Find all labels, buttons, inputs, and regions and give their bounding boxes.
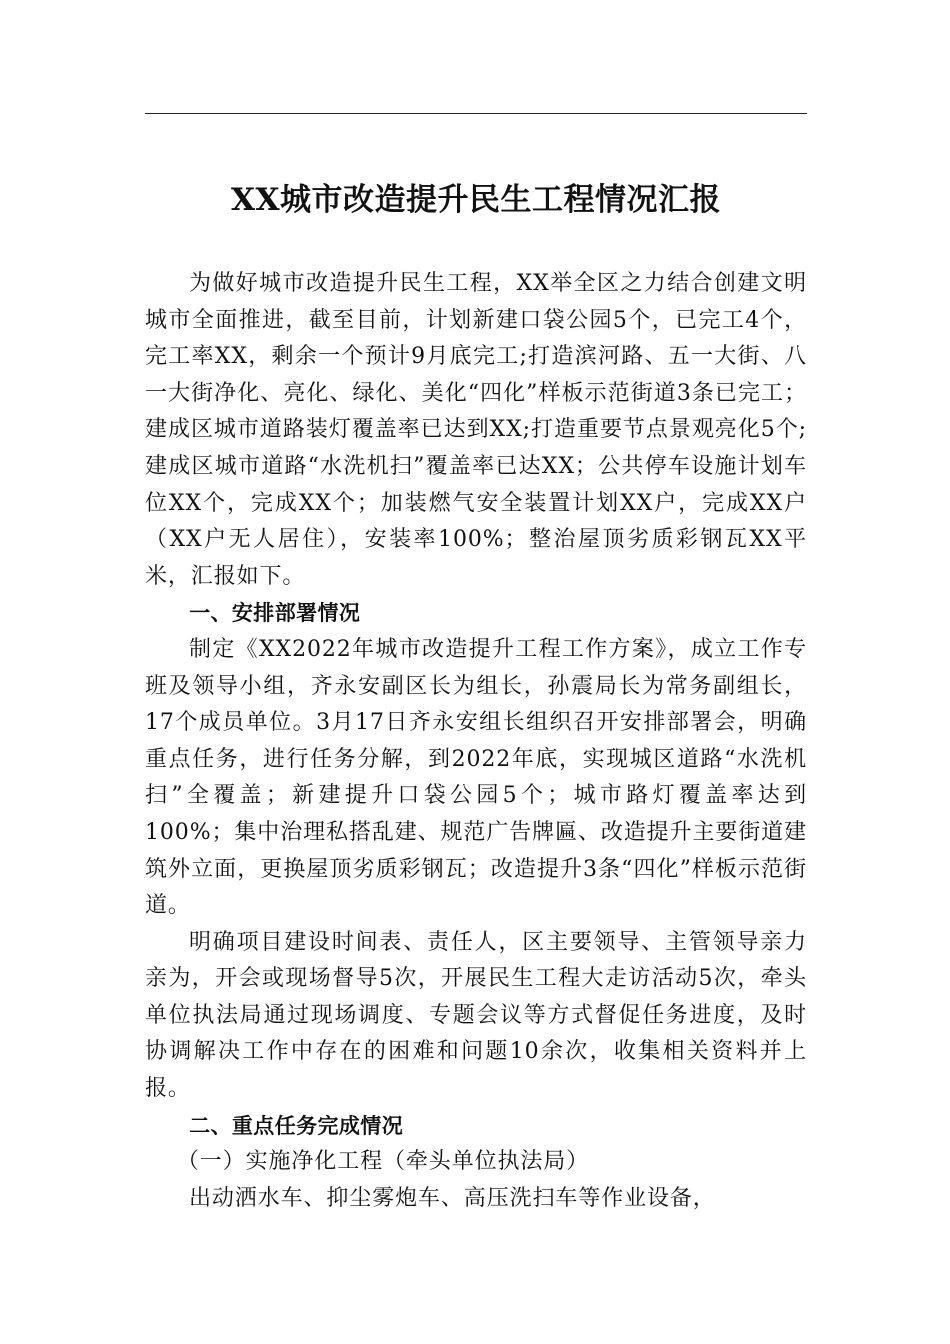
header-rule: [145, 113, 807, 114]
section-1-heading: 一、安排部署情况: [189, 601, 361, 626]
document-title: XX城市改造提升民生工程情况汇报: [230, 182, 722, 218]
section-1-paragraph-1: 制定《XX2022年城市改造提升工程工作方案》，成立工作专班及领导小组，齐永安副区长为组长，孙震局长为常务副组长，17个成员单位。3月17日齐永安组长组织召开安排部署会，明确重点任务，进行任务分解，到2022年底，实现城区道路“水洗机扫”全覆盖；新建提升口袋公园5个；城市路灯覆盖率达到100%；集中治理私搭乱建、规范广告牌匾、改造提升主要街道建筑外立面，更换屋顶劣质彩钢瓦；改造提升3条“四化”样板示范街道。: [145, 636, 807, 919]
section-2-heading: 二、重点任务完成情况: [189, 1113, 404, 1138]
section-1-paragraph-2: 明确项目建设时间表、责任人，区主要领导、主管领导亲力亲为，开会或现场督导5次，开展民生工程大走访活动5次，牵头单位执法局通过现场调度、专题会议等方式督促任务进度，及时协调解决工作中存在的困难和问题10余次，收集相关资料并上报。: [145, 929, 807, 1102]
intro-paragraph: 为做好城市改造提升民生工程，XX举全区之力结合创建文明城市全面推进，截至目前，计划新建口袋公园5个，已完工4个，完工率XX，剩余一个预计9月底完工;打造滨河路、五一大街、八一大街净化、亮化、绿化、美化“四化”样板示范街道3条已完工；建成区城市道路装灯覆盖率已达到XX;打造重要节点景观亮化5个;建成区城市道路“水洗机扫”覆盖率已达XX；公共停车设施计划车位XX个，完成XX个；加装燃气安全装置计划XX户，完成XX户（XX户无人居住），安装率100%；整治屋顶劣质彩钢瓦XX平米，汇报如下。: [145, 271, 807, 589]
section-2-paragraph-1: 出动洒水车、抑尘雾炮车、高压洗扫车等作业设备，: [189, 1185, 716, 1211]
section-2-subheading-1: （一）实施净化工程（牵头单位执法局）: [176, 1149, 590, 1175]
document-body: [145, 266, 807, 1217]
